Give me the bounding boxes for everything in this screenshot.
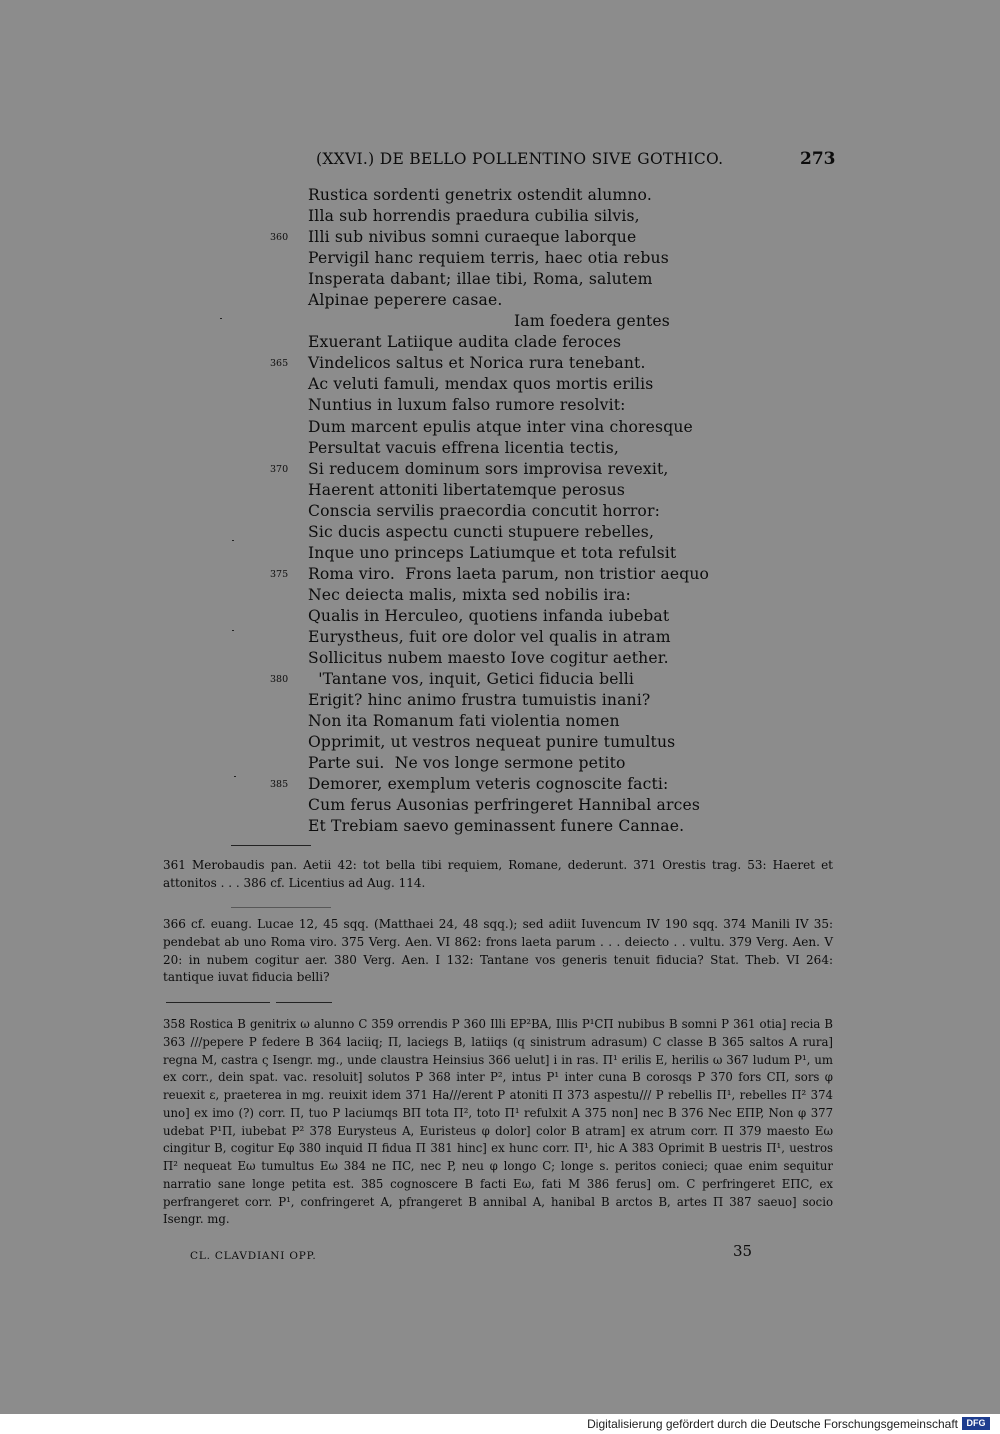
verse-text: Si reducem dominum sors improvisa revexit, — [308, 459, 669, 478]
verse-line — [0, 417, 1000, 438]
running-title: (XXVI.) DE BELLO POLLENTINO SIVE GOTHICO. — [316, 150, 724, 168]
verse-text: Demorer, exemplum veteris cognoscite facti: — [308, 775, 669, 794]
sheet-number: 35 — [733, 1242, 753, 1260]
verse-text: Ac veluti famuli, mendax quos mortis erilis — [308, 375, 654, 394]
page-number: 273 — [800, 149, 836, 169]
verse-number: 380 — [270, 674, 289, 686]
verse-line — [0, 585, 1000, 606]
signature-line: CL. CLAVDIANI OPP. — [190, 1250, 317, 1262]
verse-text: Rustica sordenti genetrix ostendit alumno. — [308, 186, 652, 204]
verse-text: Eurystheus, fuit ore dolor vel qualis in atram — [308, 627, 671, 646]
verse-line — [0, 269, 1000, 290]
verse-text: Insperata dabant; illae tibi, Roma, salutem — [308, 270, 653, 289]
verse-number: 365 — [270, 358, 289, 370]
verse-text: Persultat vacuis effrena licentia tectis, — [308, 438, 619, 457]
verse-line — [0, 332, 1000, 353]
verse-line — [0, 795, 1000, 816]
verse-line — [0, 606, 1000, 627]
critical-apparatus — [163, 1016, 833, 1229]
verse-line — [0, 501, 1000, 522]
verse-line — [0, 227, 1000, 248]
testimonia-text: 361 Merobaudis pan. Aetii 42: tot bella tibi requiem, Romane, dederunt. 371 Orestis trag. 53: Haeret et attonitos . . . 386 cf. Licentius ad Aug. 114. — [163, 858, 833, 890]
verse-text: Pervigil hanc requiem terris, haec otia rebus — [308, 249, 669, 268]
verse-line — [0, 374, 1000, 395]
verse-line — [0, 185, 1000, 206]
verse-number: 360 — [270, 232, 289, 244]
testimonia-note — [163, 857, 833, 893]
verse-number: 375 — [270, 568, 289, 580]
dfg-logo: DFG — [962, 1417, 990, 1430]
separator-rule — [166, 1002, 270, 1003]
margin-mark — [220, 318, 222, 319]
verse-text: Erigit? hinc animo frustra tumuistis inani? — [308, 691, 651, 710]
separator-rule — [231, 845, 311, 846]
verse-text: Qualis in Herculeo, quotiens infanda iubebat — [308, 606, 670, 625]
verse-line — [0, 311, 1000, 332]
verse-text: Iam foedera gentes — [514, 312, 670, 331]
dfg-credit-bar — [0, 1414, 1000, 1434]
verse-text: Illi sub nivibus somni curaeque laborque — [308, 228, 637, 247]
verse-text: Illa sub horrendis praedura cubilia silvis, — [308, 207, 640, 226]
verse-text: Conscia servilis praecordia concutit horror: — [308, 501, 660, 520]
verse-line — [0, 711, 1000, 732]
margin-mark — [232, 540, 234, 541]
verse-line — [0, 543, 1000, 564]
verse-text: Non ita Romanum fati violentia nomen — [308, 712, 620, 731]
verse-line — [0, 353, 1000, 374]
verse-text: Dum marcent epulis atque inter vina choresque — [308, 417, 693, 436]
verse-text: Inque uno princeps Latiumque et tota refulsit — [308, 543, 677, 562]
verse-line — [0, 753, 1000, 774]
verse-text: Roma viro. Frons laeta parum, non tristior aequo — [308, 564, 710, 583]
verse-text: Cum ferus Ausonias perfringeret Hannibal arces — [308, 796, 700, 815]
verse-line — [0, 732, 1000, 753]
verse-line — [0, 290, 1000, 311]
verse-line — [0, 438, 1000, 459]
verse-text: Parte sui. Ne vos longe sermone petito — [308, 754, 626, 773]
separator-rule — [276, 1002, 332, 1003]
verse-text: Haerent attoniti libertatemque perosus — [308, 480, 626, 499]
verse-text: Alpinae peperere casae. — [308, 291, 503, 310]
verse-line — [0, 690, 1000, 711]
verse-text: Et Trebiam saevo geminassent funere Cannae. — [308, 817, 685, 836]
poem-verses — [0, 185, 1000, 837]
verse-number: 370 — [270, 463, 289, 475]
verse-line — [0, 480, 1000, 501]
verse-text: Opprimit, ut vestros nequeat punire tumultus — [308, 733, 676, 752]
verse-line — [0, 459, 1000, 480]
verse-line — [0, 774, 1000, 795]
dfg-credit-text: Digitalisierung gefördert durch die Deutsche Forschungsgemeinschaft — [587, 1417, 958, 1431]
verse-text: 'Tantane vos, inquit, Getici fiducia belli — [308, 670, 635, 689]
verse-text: Nec deiecta malis, mixta sed nobilis ira: — [308, 585, 631, 604]
verse-text: Sic ducis aspectu cuncti stupuere rebelles, — [308, 522, 655, 541]
verse-line — [0, 395, 1000, 416]
separator-rule — [231, 907, 331, 908]
verse-line — [0, 627, 1000, 648]
verse-line — [0, 522, 1000, 543]
verse-line — [0, 648, 1000, 669]
verse-text: Nuntius in luxum falso rumore resolvit: — [308, 396, 626, 415]
verse-line — [0, 206, 1000, 227]
verse-text: Vindelicos saltus et Norica rura tenebant. — [308, 354, 646, 373]
loci-similes-text: 366 cf. euang. Lucae 12, 45 sqq. (Matthaei 24, 48 sqq.); sed adiit Iuvencum IV 190 sqq. 374 Manili IV 35: pendebat ab uno Roma viro. 375 Verg. Aen. VI 862: frons laeta parum . . . deiecto . . vultu. 379 Verg. Aen. V 20: in nubem cogitur aer. 380 Verg. Aen. I 132: Tantane vos generis tenuit fiducia? Stat. Theb. VI 264: tantique iuvat fiducia belli? — [163, 917, 833, 985]
verse-text: Sollicitus nubem maesto Iove cogitur aether. — [308, 649, 669, 668]
apparatus-text: 358 Rostica B genitrix ω alunno C 359 orrendis P 360 Illi EP²BA, Illis P¹CΠ nubibus B somni P 361 otia] recia B 363 ///pepere P federe B 364 laciiq; Π, laciegs B, latiiqs (q sinistrum adrasum) C classe B 365 saltos A rura] regna M, castra ς Isengr. mg., unde claustra Heinsius 366 uelut] i in ras. Π¹ erilis E, herilis ω 367 ludum P¹, um ex corr., dein spat. vac. resoluit] solutos P 368 inter P², intus P¹ inter cuna B corosqs P 370 fors CΠ, sors φ reuexit ε, praeterea in mg. reuixit idem 371 Ha///erent P atoniti Π 373 aspestu/// P rebellis Π¹, rebelles Π² 374 uno] ex imo (?) corr. Π, tuo P laciumqs BΠ tota Π², toto Π¹ refulxit A 375 non] nec B 376 Nec EΠP, Non φ 377 udebat P¹Π, iubebat P² 378 Eurysteus A, Euristeus φ dolor] color B atram] ex atrum corr. Π 379 maesto Eω cingitur B, cogitur Eφ 380 inquid Π fidua Π 381 hinc] ex hunc corr. Π¹, hic A 383 Oprimit B uestris Π¹, uestros Π² nequeat Eω tumultus Eω 384 ne ΠC, nec P, neu φ longo C; longe s. peritos conieci; quae enim sequitur narratio sane longe petita est. 385 cognoscere B facti Eω, fati M 386 ferus] om. C perfringeret EΠC, ex perfrangeret corr. P¹, confringeret A, pfrangeret B annibal A, hanibal B arctos B, artes Π 387 saeuo] socio Isengr. mg. — [163, 1017, 833, 1227]
verse-line — [0, 816, 1000, 837]
verse-line — [0, 248, 1000, 269]
loci-similes-note — [163, 916, 833, 987]
verse-line — [0, 669, 1000, 690]
margin-mark — [234, 776, 236, 777]
margin-mark — [232, 630, 234, 631]
verse-text: Exuerant Latiique audita clade feroces — [308, 333, 622, 352]
verse-number: 385 — [270, 779, 289, 791]
verse-line — [0, 564, 1000, 585]
